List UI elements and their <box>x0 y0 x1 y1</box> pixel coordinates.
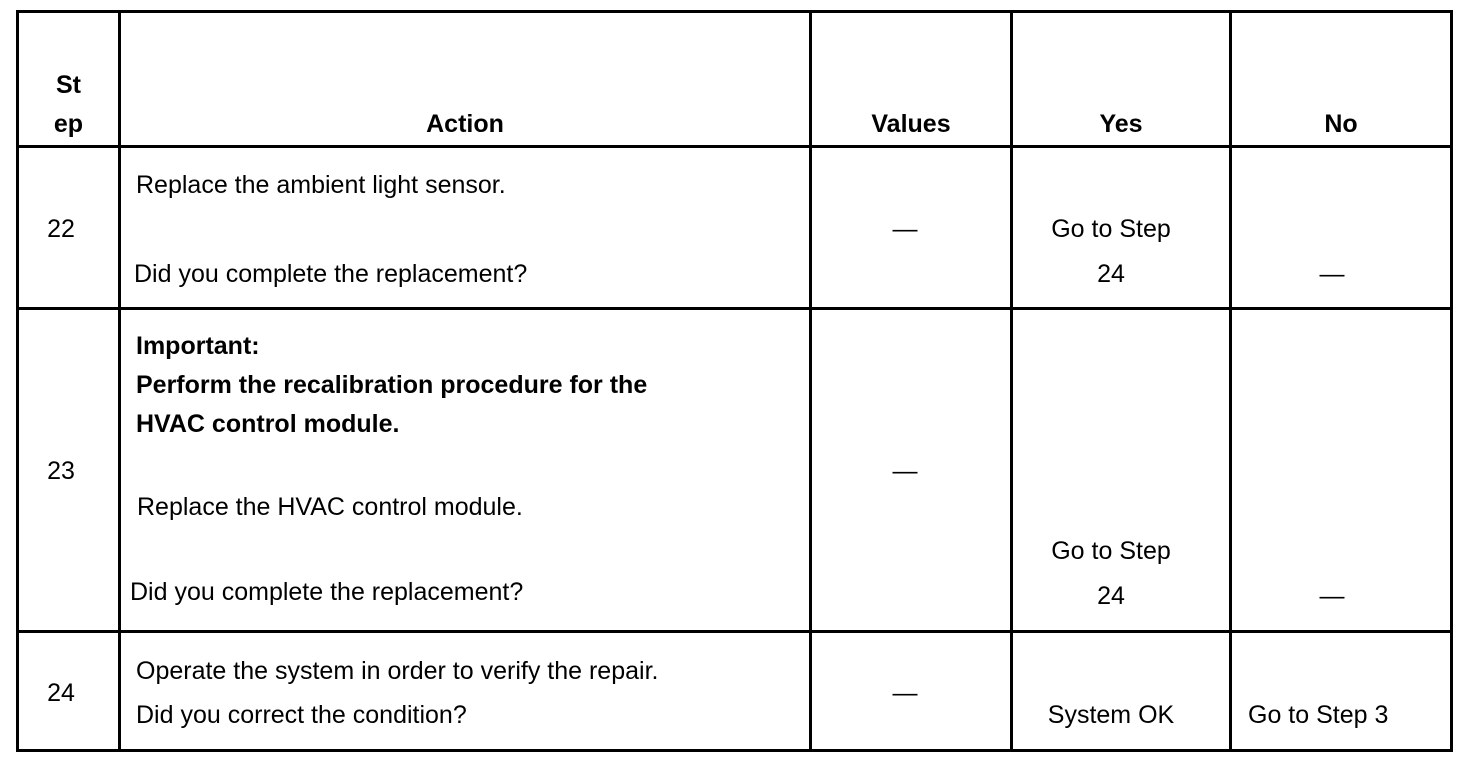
yes-cell-line2: 24 <box>1097 260 1125 288</box>
table-border-bottom <box>16 749 1453 752</box>
no-cell: Go to Step 3 <box>1248 701 1389 729</box>
important-label: Important: <box>136 332 260 360</box>
step-number: 24 <box>47 679 75 707</box>
values-cell: — <box>892 457 918 485</box>
yes-cell-line2: 24 <box>1097 582 1125 610</box>
header-action: Action <box>426 110 504 138</box>
action-question: Did you complete the replacement? <box>130 578 524 606</box>
no-cell: — <box>1319 260 1345 288</box>
action-text: Replace the ambient light sensor. <box>136 171 506 199</box>
header-divider <box>16 145 1453 148</box>
header-yes: Yes <box>1099 110 1143 138</box>
row-divider <box>16 630 1453 633</box>
action-question: Did you correct the condition? <box>136 701 467 729</box>
row-divider <box>16 307 1453 310</box>
yes-cell-line1: Go to Step <box>1051 215 1171 243</box>
important-note: HVAC control module. <box>136 410 400 438</box>
important-note: Perform the recalibration procedure for the <box>136 371 648 399</box>
yes-cell: System OK <box>1047 701 1175 729</box>
action-text: Replace the HVAC control module. <box>137 493 523 521</box>
header-step-line2: ep <box>53 110 84 138</box>
values-cell: — <box>892 215 918 243</box>
step-number: 23 <box>47 457 75 485</box>
header-no: No <box>1324 110 1358 138</box>
action-question: Did you complete the replacement? <box>134 260 528 288</box>
no-cell: — <box>1319 582 1345 610</box>
action-text: Operate the system in order to verify the repair. <box>136 657 659 685</box>
header-values: Values <box>871 110 951 138</box>
step-number: 22 <box>47 215 75 243</box>
yes-cell-line1: Go to Step <box>1051 537 1171 565</box>
values-cell: — <box>892 679 918 707</box>
table-border-right <box>1450 10 1453 752</box>
header-step-line1: St <box>56 71 81 99</box>
table-border-top <box>16 10 1453 13</box>
